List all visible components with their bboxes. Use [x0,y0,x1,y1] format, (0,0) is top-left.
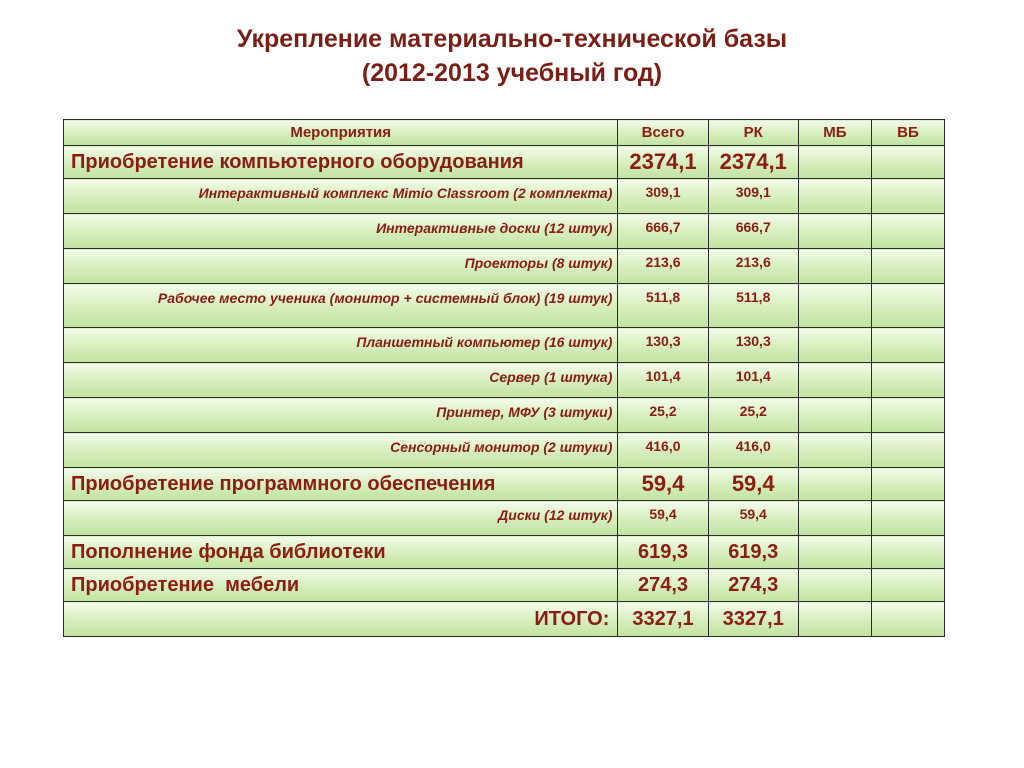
header-events: Мероприятия [64,120,618,146]
row-name: Сенсорный монитор (2 штуки) [64,433,618,468]
row-total: 130,3 [618,328,708,363]
table-row [64,284,945,328]
table-row [64,328,945,363]
row-mb [798,468,871,501]
row-vb [871,146,944,179]
row-rk: 213,6 [708,249,798,284]
row-total: 59,4 [618,468,708,501]
row-name: Интерактивный комплекс Mimio Classroom (2 комплекта) [64,179,618,214]
table-row [64,179,945,214]
total-label: ИТОГО: [64,602,618,637]
title-line-2: (2012-2013 учебный год) [361,59,663,87]
row-rk: 59,4 [708,501,798,536]
row-vb [871,569,944,602]
row-name: Приобретение компьютерного оборудования [64,146,618,179]
row-name: Диски (12 штук) [64,501,618,536]
row-mb [798,179,871,214]
budget-table [63,119,945,637]
row-name: Интерактивные доски (12 штук) [64,214,618,249]
row-mb [798,214,871,249]
row-mb [798,569,871,602]
table-row [64,468,945,501]
row-total: 511,8 [618,284,708,328]
page-title [0,22,1024,90]
row-vb [871,284,944,328]
row-vb [871,249,944,284]
table-row [64,536,945,569]
row-rk: 511,8 [708,284,798,328]
row-vb [871,363,944,398]
row-vb [871,433,944,468]
row-vb [871,179,944,214]
row-total: 274,3 [618,569,708,602]
row-rk: 666,7 [708,214,798,249]
row-total: 309,1 [618,179,708,214]
row-mb [798,146,871,179]
row-name: Пополнение фонда библиотеки [64,536,618,569]
row-mb [798,433,871,468]
row-total: 2374,1 [618,146,708,179]
total-mb [798,602,871,637]
table-row [64,398,945,433]
header-vb: ВБ [871,120,944,146]
row-name: Принтер, МФУ (3 штуки) [64,398,618,433]
row-total: 101,4 [618,363,708,398]
row-vb [871,501,944,536]
row-mb [798,328,871,363]
header-rk: РК [708,120,798,146]
row-vb [871,536,944,569]
row-name: Проекторы (8 штук) [64,249,618,284]
row-mb [798,501,871,536]
table-row [64,501,945,536]
table-row [64,146,945,179]
row-total: 666,7 [618,214,708,249]
row-rk: 416,0 [708,433,798,468]
row-mb [798,363,871,398]
total-value: 3327,1 [618,602,708,637]
row-name: Планшетный компьютер (16 штук) [64,328,618,363]
row-mb [798,284,871,328]
row-name: Сервер (1 штука) [64,363,618,398]
table-row [64,214,945,249]
row-vb [871,468,944,501]
row-name: Рабочее место ученика (монитор + системный блок) (19 штук) [64,284,618,328]
row-total: 619,3 [618,536,708,569]
table-row [64,569,945,602]
row-vb [871,214,944,249]
table-row [64,363,945,398]
row-name: Приобретение мебели [64,569,618,602]
title-line-1: Укрепление материально-технической базы [236,25,788,53]
row-mb [798,536,871,569]
table-header-row [64,120,945,146]
total-vb [871,602,944,637]
row-rk: 59,4 [708,468,798,501]
row-rk: 130,3 [708,328,798,363]
row-mb [798,398,871,433]
table-row [64,433,945,468]
row-vb [871,398,944,433]
row-vb [871,328,944,363]
row-rk: 25,2 [708,398,798,433]
total-row [64,602,945,637]
table-row [64,249,945,284]
header-mb: МБ [798,120,871,146]
row-rk: 101,4 [708,363,798,398]
row-total: 25,2 [618,398,708,433]
row-total: 213,6 [618,249,708,284]
row-rk: 619,3 [708,536,798,569]
row-total: 416,0 [618,433,708,468]
row-rk: 309,1 [708,179,798,214]
row-rk: 274,3 [708,569,798,602]
row-total: 59,4 [618,501,708,536]
header-total: Всего [618,120,708,146]
row-mb [798,249,871,284]
row-name: Приобретение программного обеспечения [64,468,618,501]
total-rk: 3327,1 [708,602,798,637]
row-rk: 2374,1 [708,146,798,179]
